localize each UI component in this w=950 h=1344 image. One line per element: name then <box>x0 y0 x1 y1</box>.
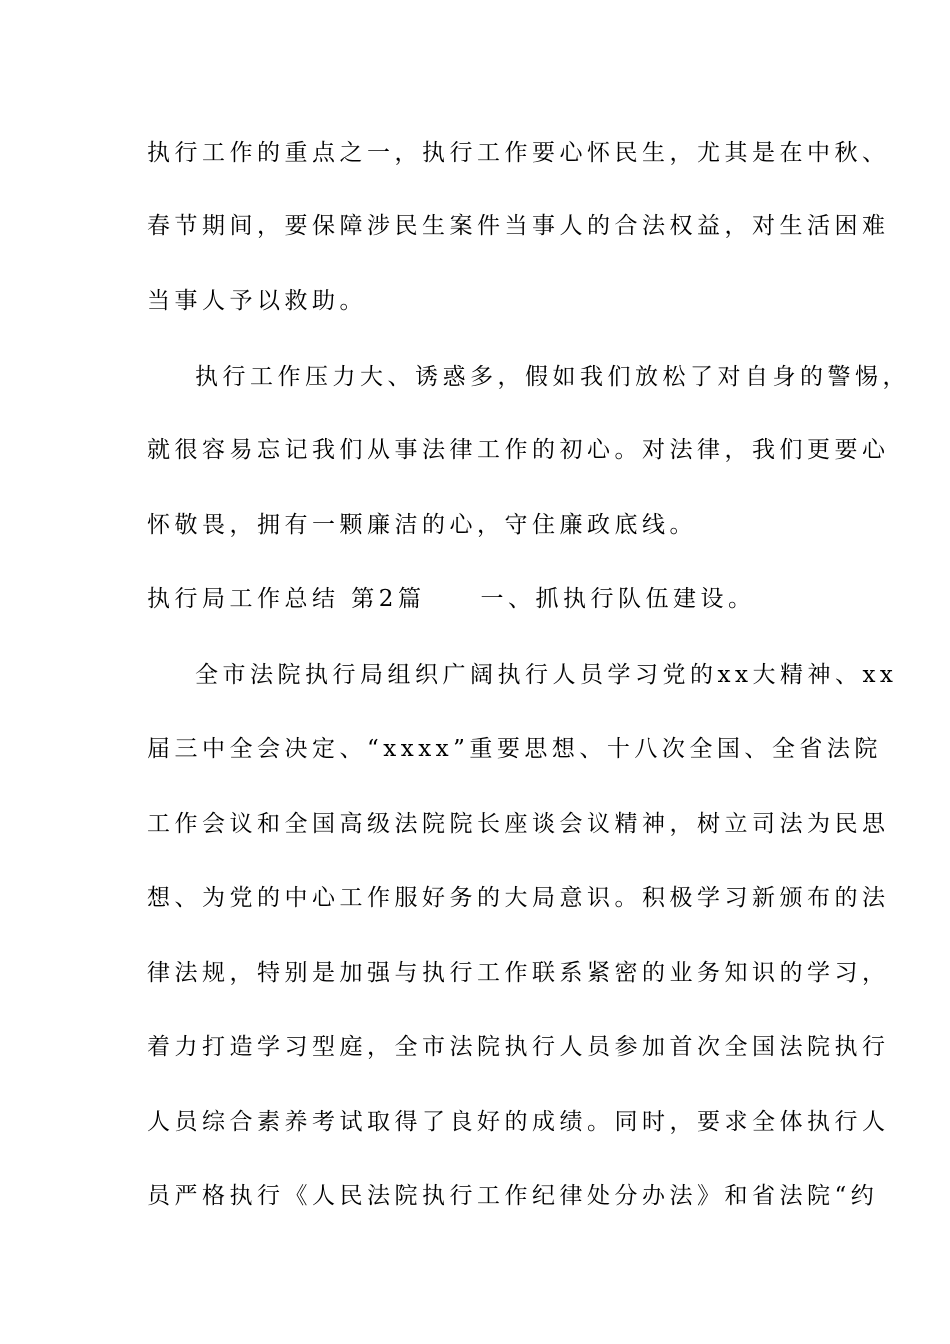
paragraph-line: 全市法院执行局组织广阔执行人员学习党的xx大精神、xx <box>195 662 898 688</box>
paragraph-line: 当事人予以救助。 <box>147 288 367 314</box>
paragraph-line: 工作会议和全国高级法院院长座谈会议精神，树立司法为民思 <box>147 811 890 837</box>
paragraph-line: 就很容易忘记我们从事法律工作的初心。对法律，我们更要心 <box>147 437 890 463</box>
paragraph-line: 届三中全会决定、“xxxx”重要思想、十八次全国、全省法院 <box>147 736 882 762</box>
paragraph-line: 执行工作的重点之一，执行工作要心怀民生，尤其是在中秋、 <box>147 140 890 166</box>
paragraph-line: 律法规，特别是加强与执行工作联系紧密的业务知识的学习， <box>147 960 890 986</box>
paragraph-line: 执行工作压力大、诱惑多，假如我们放松了对自身的警惕， <box>195 364 910 390</box>
paragraph-line: 想、为党的中心工作服好务的大局意识。积极学习新颁布的法 <box>147 885 890 911</box>
paragraph-line: 春节期间，要保障涉民生案件当事人的合法权益，对生活困难 <box>147 213 890 239</box>
paragraph-line: 人员综合素养考试取得了良好的成绩。同时，要求全体执行人 <box>147 1109 890 1135</box>
paragraph-line: 员严格执行《人民法院执行工作纪律处分办法》和省法院“约 <box>147 1183 879 1209</box>
paragraph-line: 怀敬畏，拥有一颗廉洁的心，守住廉政底线。 <box>147 512 697 538</box>
paragraph-line: 着力打造学习型庭，全市法院执行人员参加首次全国法院执行 <box>147 1034 890 1060</box>
section-heading-line: 执行局工作总结 第2篇 一、抓执行队伍建设。 <box>147 586 756 612</box>
